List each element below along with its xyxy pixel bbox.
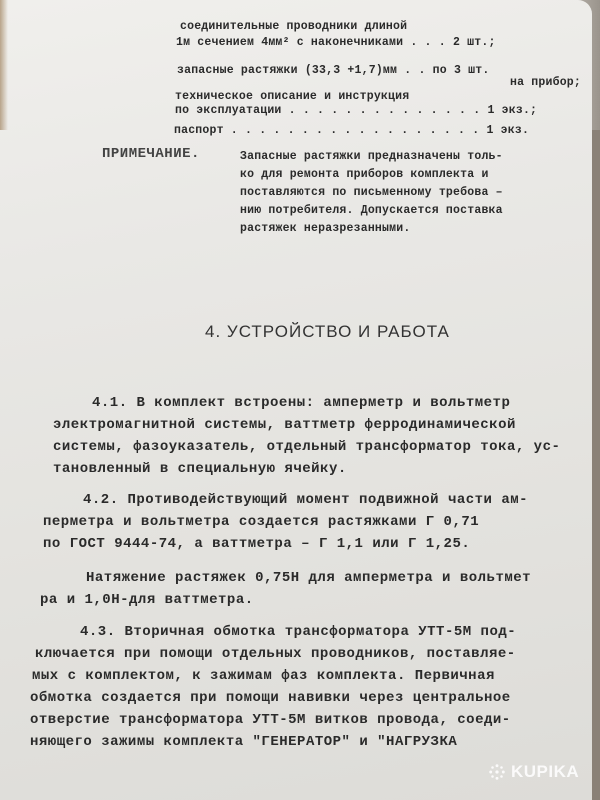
- paragraph-4-2-line: перметра и вольтметра создается растяжками Г 0,71: [43, 514, 480, 530]
- paragraph-4-2-line: по ГОСТ 9444-74, а ваттметра – Г 1,1 или Г 1,25.: [43, 536, 471, 552]
- kit-item-passport: паспорт . . . . . . . . . . . . . . . . . . 1 экз.: [174, 124, 530, 137]
- watermark-text: KUPIKA: [511, 762, 580, 781]
- note-line: поставляются по письменному требова –: [240, 186, 503, 199]
- paragraph-4-2-line: 4.2. Противодействующий момент подвижной части ам-: [83, 492, 529, 508]
- section-heading: 4. УСТРОЙСТВО И РАБОТА: [205, 322, 450, 341]
- watermark: [488, 762, 579, 782]
- paragraph-4-1-line: 4.1. В комплект встроены: амперметр и вольтметр: [92, 395, 511, 411]
- kit-item-wires-line1: соединительные проводники длиной: [180, 20, 408, 33]
- note-line: нию потребителя. Допускается поставка: [240, 204, 503, 217]
- paragraph-4-2b-line: ра и 1,0Н-для ваттметра.: [40, 592, 254, 608]
- paragraph-4-3-line: отверстие трансформатора УТТ-5М витков провода, соеди-: [30, 712, 511, 728]
- kit-item-spare-line1b: на прибор;: [510, 76, 582, 89]
- paragraph-4-3-line: мых с комплектом, к зажимам фаз комплекта. Первичная: [32, 668, 495, 684]
- paragraph-4-1-line: электромагнитной системы, ваттметр ферродинамической: [53, 417, 516, 433]
- kit-item-manual-line1: техническое описание и инструкция: [175, 90, 410, 103]
- note-line: Запасные растяжки предназначены толь-: [240, 150, 503, 163]
- paragraph-4-3-line: ключается при помощи отдельных проводников, поставляе-: [35, 646, 516, 662]
- kit-item-wires-line2: 1м сечением 4мм² с наконечниками . . . 2 шт.;: [176, 36, 496, 49]
- paragraph-4-3-line: обмотка создается при помощи навивки через центральное: [30, 690, 511, 706]
- page-edge-shadow: [0, 0, 8, 130]
- paragraph-4-1-line: тановленный в специальную ячейку.: [53, 461, 347, 477]
- kupika-logo-icon: [488, 763, 506, 781]
- note-line: растяжек неразрезанными.: [240, 222, 411, 235]
- paragraph-4-2b-line: Натяжение растяжек 0,75Н для амперметра и вольтмет: [86, 570, 532, 586]
- paragraph-4-1-line: системы, фазоуказатель, отдельный трансформатор тока, ус-: [53, 439, 561, 455]
- paragraph-4-3-line: 4.3. Вторичная обмотка трансформатора УТТ-5М под-: [80, 624, 517, 640]
- kit-item-manual-line2: по эксплуатации . . . . . . . . . . . . . . 1 экз.;: [175, 104, 538, 117]
- note-line: ко для ремонта приборов комплекта и: [240, 168, 489, 181]
- paragraph-4-3-line: няющего зажимы комплекта "ГЕНЕРАТОР" и "НАГРУЗКА: [30, 734, 458, 750]
- note-label: ПРИМЕЧАНИЕ.: [102, 146, 200, 162]
- kit-item-spare-line1: запасные растяжки (33,3 +1,7)мм . . по 3 шт.: [177, 64, 490, 77]
